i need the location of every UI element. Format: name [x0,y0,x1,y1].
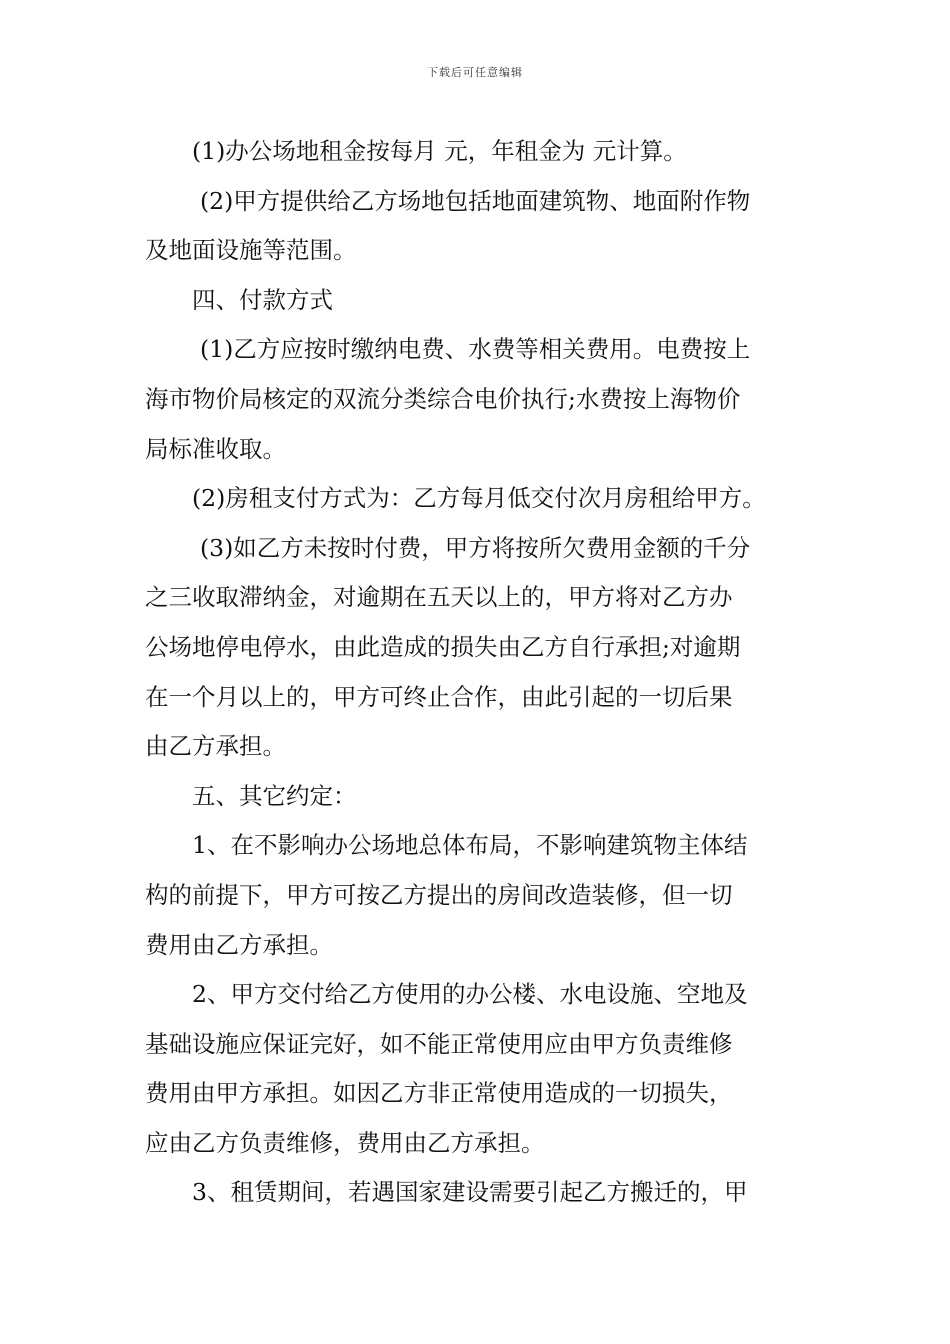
text-line: 基础设施应保证完好，如不能正常使用应由甲方负责维修 [145,1029,733,1058]
text-line: (2)甲方提供给乙方场地包括地面建筑物、地面附作物 [200,186,751,215]
document-body [145,127,807,1218]
text-line: (2)房租支付方式为：乙方每月低交付次月房租给甲方。 [192,484,766,513]
text-line: 公场地停电停水，由此造成的损失由乙方自行承担;对逾期 [145,632,741,661]
text-line: 2、甲方交付给乙方使用的办公楼、水电设施、空地及 [192,980,748,1009]
text-line: 在一个月以上的，甲方可终止合作，由此引起的一切后果 [145,682,733,711]
text-line: 之三收取滞纳金，对逾期在五天以上的，甲方将对乙方办 [145,583,733,612]
section-heading: 四、付款方式 [192,285,333,314]
text-line: 及地面设施等范围。 [145,236,357,265]
text-line: (1)办公场地租金按每月 元，年租金为 元计算。 [192,137,687,165]
text-line: 局标准收取。 [145,434,286,463]
text-line: 构的前提下，甲方可按乙方提出的房间改造装修，但一切 [145,880,733,909]
text-line: 3、租赁期间，若遇国家建设需要引起乙方搬迁的，甲 [192,1178,748,1207]
text-line: 海市物价局核定的双流分类综合电价执行;水费按上海物价 [145,384,741,413]
text-line: (3)如乙方未按时付费，甲方将按所欠费用金额的千分 [200,533,751,562]
header-note: 下载后可任意编辑 [427,66,523,79]
text-line: 费用由甲方承担。如因乙方非正常使用造成的一切损失， [145,1079,733,1108]
text-line: (1)乙方应按时缴纳电费、水费等相关费用。电费按上 [200,335,751,364]
text-line: 应由乙方负责维修，费用由乙方承担。 [145,1128,545,1157]
section-heading: 五、其它约定： [192,781,357,810]
text-line: 由乙方承担。 [145,732,286,761]
text-line: 费用由乙方承担。 [145,930,333,959]
text-line: 1、在不影响办公场地总体布局，不影响建筑物主体结 [192,831,748,860]
